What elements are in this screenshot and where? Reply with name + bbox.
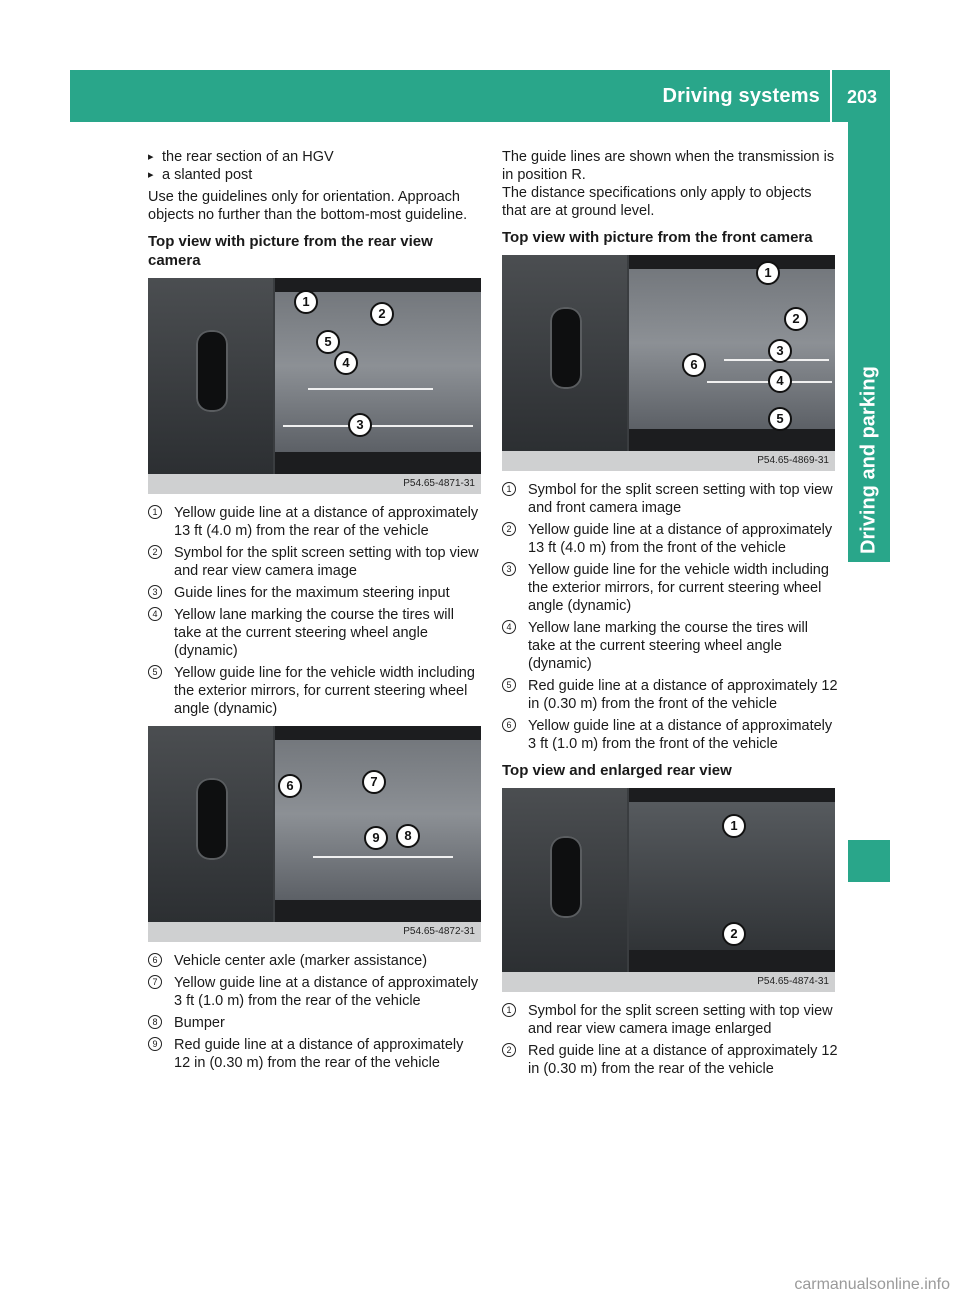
chapter-tab [848, 122, 890, 562]
top-view [148, 278, 273, 474]
callout-3: 3 [348, 413, 372, 437]
callout-4: 4 [334, 351, 358, 375]
guideline-paragraph: The guide lines are shown when the transmission is in position R. [502, 149, 835, 183]
figure-rear-camera [148, 278, 481, 494]
figure-caption: P54.65-4872-31 [148, 922, 481, 942]
list-item: 5 Yellow guide line for the vehicle width including the exterior mirrors, for current steering wheel angle (dynamic) [148, 664, 483, 718]
list-item: 7 Yellow guide line at a distance of approximately 3 ft (1.0 m) from the rear of the vehicle [148, 974, 483, 1010]
car-icon [550, 836, 582, 918]
callout-6: 6 [278, 774, 302, 798]
top-view [502, 788, 627, 972]
watermark: carmanualsonline.info [794, 1276, 950, 1293]
car-icon [196, 330, 228, 412]
list-item: 2 Symbol for the split screen setting with top view and rear view camera image [148, 544, 483, 580]
legend-list-2 [148, 952, 483, 1072]
guideline-paragraph: Use the guidelines only for orientation. Approach objects no further than the bottom-most guideline. [148, 189, 468, 223]
callout-2: 2 [784, 307, 808, 331]
legend-list-1 [148, 504, 483, 718]
callout-2: 2 [370, 302, 394, 326]
list-item: 6 Vehicle center axle (marker assistance) [148, 952, 483, 970]
figure-enlarged-rear [502, 788, 835, 992]
callout-6: 6 [682, 353, 706, 377]
callout-5: 5 [316, 330, 340, 354]
header-divider [830, 70, 832, 122]
section-title: Driving systems [662, 85, 820, 107]
figure-front-camera [502, 255, 835, 471]
top-view [502, 255, 627, 451]
callout-2: 2 [722, 922, 746, 946]
page-header [70, 70, 890, 122]
callout-7: 7 [362, 770, 386, 794]
figure-rear-camera-detail [148, 726, 481, 942]
page-number: 203 [846, 87, 878, 107]
callout-1: 1 [722, 814, 746, 838]
camera-screen [502, 788, 835, 972]
car-icon [550, 307, 582, 389]
heading-enlarged-rear: Top view and enlarged rear view [502, 762, 732, 779]
front-camera-view [629, 255, 835, 451]
list-item: 4 Yellow lane marking the course the tires will take at the current steering wheel angle (dynamic) [148, 606, 483, 660]
list-item: 1 Symbol for the split screen setting with top view and front camera image [502, 481, 838, 517]
camera-screen [148, 278, 481, 474]
list-item: 9 Red guide line at a distance of approximately 12 in (0.30 m) from the rear of the vehicle [148, 1036, 483, 1072]
callout-3: 3 [768, 339, 792, 363]
figure-caption: P54.65-4869-31 [502, 451, 835, 471]
list-item: 5 Red guide line at a distance of approximately 12 in (0.30 m) from the front of the vehicle [502, 677, 838, 713]
heading-rear-camera: Top view with picture from the rear view camera [148, 233, 433, 269]
figure-caption: P54.65-4874-31 [502, 972, 835, 992]
rear-camera-view [275, 726, 481, 922]
list-item: 2 Red guide line at a distance of approximately 12 in (0.30 m) from the rear of the vehicle [502, 1042, 838, 1078]
callout-8: 8 [396, 824, 420, 848]
camera-screen [502, 255, 835, 451]
car-icon [196, 778, 228, 860]
figure-caption: P54.65-4871-31 [148, 474, 481, 494]
left-column [148, 148, 483, 1076]
list-item: 3 Yellow guide line for the vehicle width including the exterior mirrors, for current steering wheel angle (dynamic) [502, 561, 838, 615]
callout-4: 4 [768, 369, 792, 393]
bullet-item: ▸ a slanted post [148, 166, 483, 184]
top-view [148, 726, 273, 922]
callout-1: 1 [756, 261, 780, 285]
callout-5: 5 [768, 407, 792, 431]
chapter-tab-label: Driving and parking [857, 366, 880, 554]
list-item: 6 Yellow guide line at a distance of approximately 3 ft (1.0 m) from the front of the vehicle [502, 717, 838, 753]
bullet-item: ▸ the rear section of an HGV [148, 148, 483, 166]
legend-list-4 [502, 1002, 838, 1078]
heading-front-camera: Top view with picture from the front camera [502, 229, 813, 246]
list-item: 4 Yellow lane marking the course the tires will take at the current steering wheel angle (dynamic) [502, 619, 838, 673]
list-item: 8 Bumper [148, 1014, 483, 1032]
camera-screen [148, 726, 481, 922]
legend-list-3 [502, 481, 838, 753]
callout-9: 9 [364, 826, 388, 850]
chapter-marker [848, 840, 890, 882]
list-item: 3 Guide lines for the maximum steering input [148, 584, 483, 602]
list-item: 1 Symbol for the split screen setting with top view and rear view camera image enlarged [502, 1002, 838, 1038]
callout-1: 1 [294, 290, 318, 314]
guideline-paragraph: The distance specifications only apply to objects that are at ground level. [502, 185, 812, 219]
list-item: 1 Yellow guide line at a distance of approximately 13 ft (4.0 m) from the rear of the vehicle [148, 504, 483, 540]
right-column [502, 148, 838, 1082]
list-item: 2 Yellow guide line at a distance of approximately 13 ft (4.0 m) from the front of the vehicle [502, 521, 838, 557]
